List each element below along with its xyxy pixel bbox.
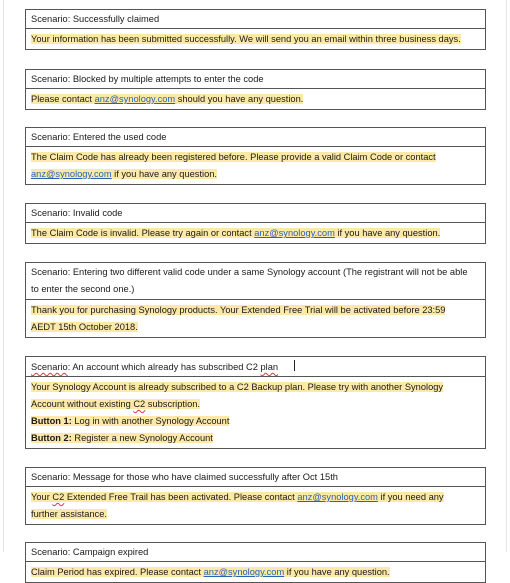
email-link[interactable]: anz@synology.com <box>297 492 378 502</box>
scenario-heading <box>26 263 485 300</box>
message-c2: C2 <box>133 399 146 409</box>
heading-line-2: to enter the second one.) <box>31 284 135 294</box>
message-text <box>31 94 303 104</box>
email-link[interactable]: anz@synology.com <box>94 94 176 104</box>
email-link[interactable]: anz@synology.com <box>254 228 335 238</box>
message-pre: Your <box>31 492 53 502</box>
message-post: if you have any question. <box>111 169 218 179</box>
page-edge-right <box>506 0 507 552</box>
page-edge-left <box>3 0 4 552</box>
scenario-heading <box>26 357 485 377</box>
heading-last: plan <box>260 362 279 372</box>
message-line-2 <box>31 399 200 409</box>
scenario-message <box>26 147 485 184</box>
message-line-2-post: subscription. <box>145 399 200 409</box>
scenario-message <box>26 89 485 109</box>
scenario-message <box>26 223 485 243</box>
scenario-message <box>26 29 485 49</box>
message-pre: Claim Period has expired. Please contact <box>31 567 204 577</box>
scenario-table <box>25 356 486 449</box>
document-body <box>25 9 486 583</box>
scenario-table <box>25 203 486 244</box>
scenario-heading: Scenario: Blocked by multiple attempts to enter the code <box>26 70 485 89</box>
message-line-1 <box>31 492 444 502</box>
heading-pre: Scenario <box>31 362 68 372</box>
message-line-1: Thank you for purchasing Synology products. Your Extended Free Trial will be activated before 23:59 <box>31 305 446 315</box>
scenario-table <box>25 262 486 338</box>
scenario-table <box>25 467 486 525</box>
text-cursor <box>294 360 295 371</box>
scenario-heading: Scenario: Successfully claimed <box>26 10 485 29</box>
scenario-message <box>26 300 485 337</box>
button-2-spec <box>31 433 213 443</box>
scenario-message <box>26 487 485 524</box>
message-post: if you have any question. <box>334 228 441 238</box>
scenario-heading: Scenario: Invalid code <box>26 204 485 223</box>
button-1-text: Log in with another Synology Account <box>71 416 230 426</box>
scenario-heading: Scenario: Entered the used code <box>26 128 485 147</box>
button-1-label: Button 1: <box>31 416 72 426</box>
email-link[interactable]: anz@synology.com <box>203 567 285 577</box>
message-pre: The Claim Code is invalid. Please try again or contact <box>31 228 255 238</box>
message-c2: C2 <box>52 492 65 502</box>
scenario-table <box>25 127 486 185</box>
scenario-heading: Scenario: Message for those who have claimed successfully after Oct 15th <box>26 468 485 487</box>
heading-line-1: Scenario: Entering two different valid code under a same Synology account (The registrant will not be able <box>31 267 468 277</box>
message-line-2: further assistance. <box>31 509 107 519</box>
message-text <box>31 567 390 577</box>
scenario-message <box>26 377 485 448</box>
email-link[interactable]: anz@synology.com <box>31 169 112 179</box>
heading-post: : An account which already has subscribed C2 <box>67 362 261 372</box>
message-line-2: AEDT 15th October 2018. <box>31 322 138 332</box>
message-line-2 <box>31 169 217 179</box>
button-2-label: Button 2: <box>31 433 72 443</box>
scenario-table <box>25 9 486 50</box>
message-mid: Extended Free Trail has been activated. Please contact <box>64 492 298 502</box>
message-line-1: Your Synology Account is already subscribed to a C2 Backup plan. Please try with another Synology <box>31 382 444 392</box>
button-2-text: Register a new Synology Account <box>71 433 213 443</box>
message-post: if you have any question. <box>284 567 390 577</box>
message-pre: Please contact <box>31 94 95 104</box>
scenario-table <box>25 69 486 110</box>
message-text: Your information has been submitted successfully. We will send you an email within three business days. <box>31 34 461 44</box>
message-post: if you need any <box>377 492 444 502</box>
scenario-table <box>25 542 486 583</box>
message-post: should you have any question. <box>175 94 304 104</box>
scenario-message <box>26 562 485 582</box>
button-1-spec <box>31 416 229 426</box>
message-line-1: The Claim Code has already been registered before. Please provide a valid Claim Code or contact <box>31 152 436 162</box>
scenario-heading: Scenario: Campaign expired <box>26 543 485 562</box>
message-line-2-pre: Account without existing <box>31 399 134 409</box>
message-text <box>31 228 440 238</box>
